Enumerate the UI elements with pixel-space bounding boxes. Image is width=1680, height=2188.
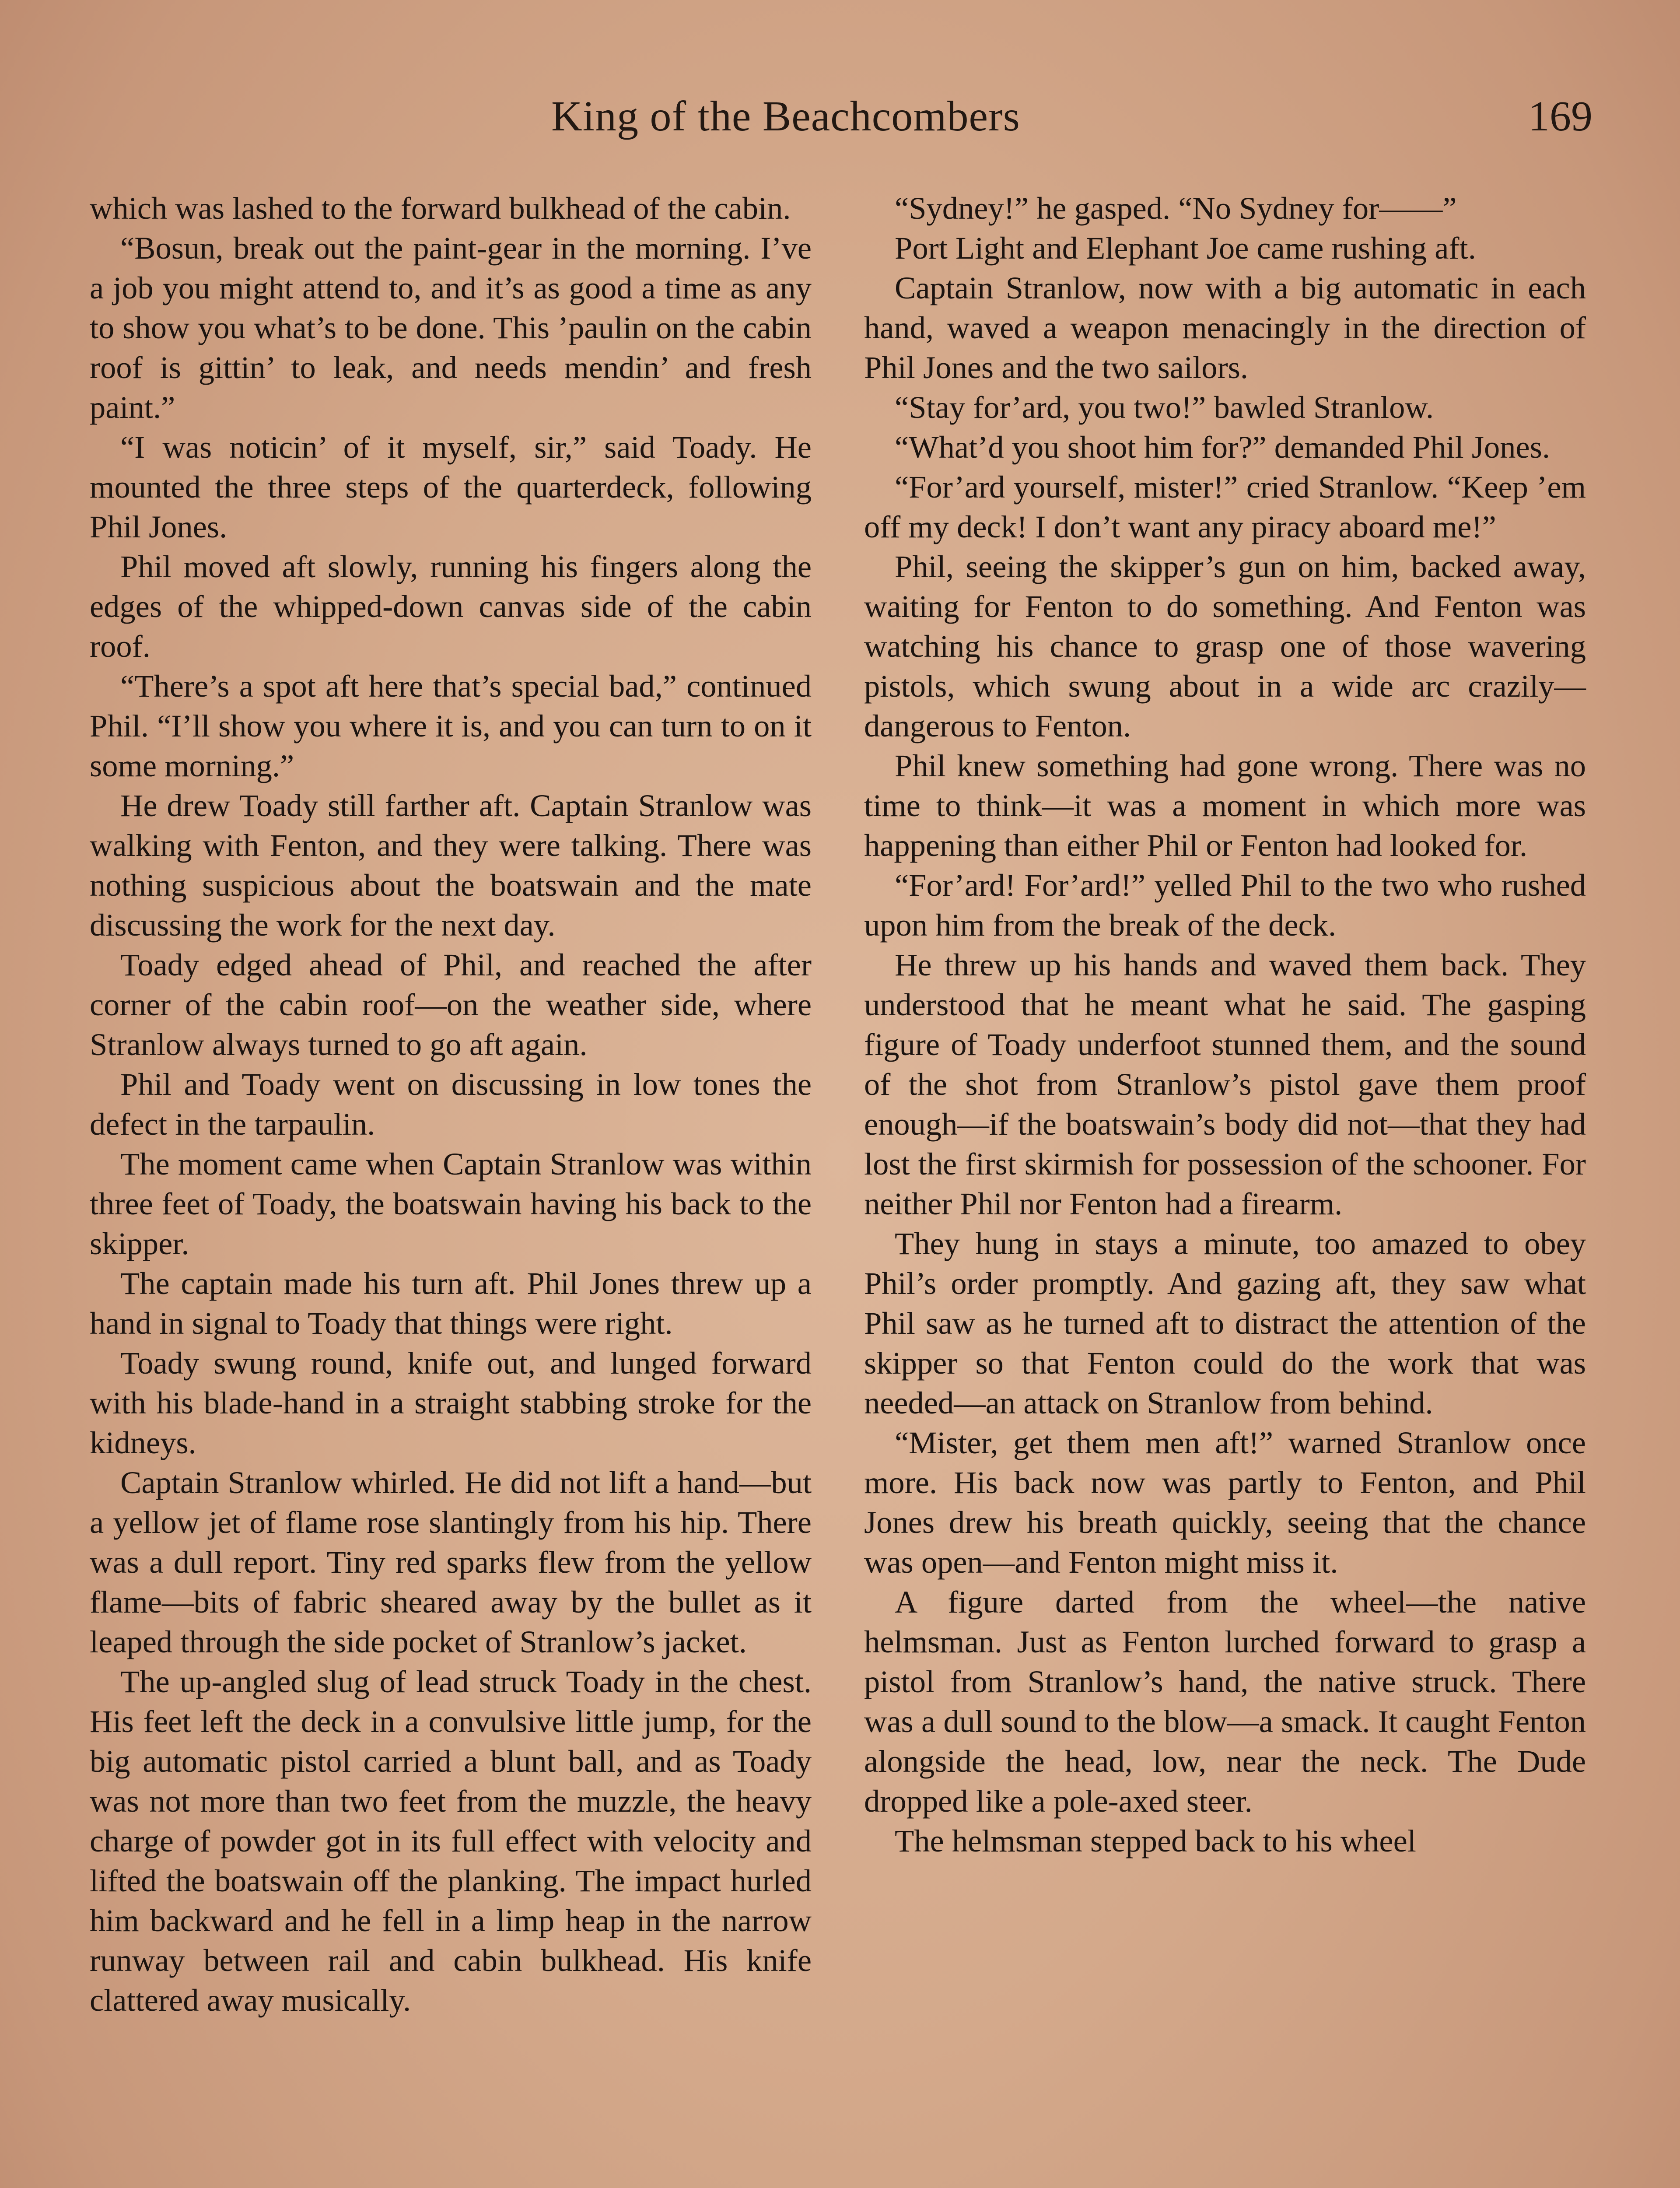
paragraph: Phil and Toady went on discussing in low tones the defect in the tarpaulin. bbox=[90, 1066, 812, 1142]
paragraph: Phil moved aft slowly, running his fingers along the edges of the whipped-down canvas side of the cabin roof. bbox=[90, 549, 812, 664]
paragraph: The up-angled slug of lead struck Toady in the chest. His feet left the deck in a convulsive little jump, for the big automatic pistol carried a blunt ball, and as Toady was not more than two feet from the muzzle, the heavy charge of powder got in its full effect with velocity and lifted the boatswain off the planking. The impact hurled him backward and he fell in a limp heap in the narrow runway between rail and cabin bulkhead. His knife clattered away musically. bbox=[90, 1664, 812, 2018]
paragraph: “Bosun, break out the paint-gear in the morning. I’ve a job you might attend to, and it’s as good a time as any to show you what’s to be done. This ’paulin on the cabin roof is gittin’ to leak, and needs mendin’ and fresh paint.” bbox=[90, 230, 812, 425]
page-number: 169 bbox=[1528, 93, 1592, 140]
right-column bbox=[864, 188, 1586, 1861]
paragraph: The captain made his turn aft. Phil Jones threw up a hand in signal to Toady that things were right. bbox=[90, 1266, 812, 1341]
paragraph: Toady edged ahead of Phil, and reached the after corner of the cabin roof—on the weather side, where Stranlow always turned to go aft again. bbox=[90, 947, 812, 1062]
paragraph: The moment came when Captain Stranlow was within three feet of Toady, the boatswain having his back to the skipper. bbox=[90, 1146, 812, 1261]
paragraph: They hung in stays a minute, too amazed to obey Phil’s order promptly. And gazing aft, they saw what Phil saw as he turned aft to distract the attention of the skipper so that Fenton could do the work that was needed—an attack on Stranlow from behind. bbox=[864, 1226, 1586, 1420]
paragraph: He threw up his hands and waved them back. They understood that he meant what he said. The gasping figure of Toady underfoot stunned them, and the sound of the shot from Stranlow’s pistol gave them proof enough—if the boatswain’s body did not—that they had lost the first skirmish for possession of the schooner. For neither Phil nor Fenton had a firearm. bbox=[864, 947, 1586, 1221]
paragraph: Phil knew something had gone wrong. There was no time to think—it was a moment in which more was happening than either Phil or Fenton had looked for. bbox=[864, 748, 1586, 863]
paragraph: Toady swung round, knife out, and lunged forward with his blade-hand in a straight stabbing stroke for the kidneys. bbox=[90, 1345, 812, 1460]
paragraph: He drew Toady still farther aft. Captain Stranlow was walking with Fenton, and they were talking. There was nothing suspicious about the boatswain and the mate discussing the work for the next day. bbox=[90, 788, 812, 943]
paragraph: “Stay for’ard, you two!” bawled Stranlow. bbox=[895, 389, 1434, 425]
left-column bbox=[90, 188, 812, 2020]
paragraph: The helmsman stepped back to his wheel bbox=[895, 1823, 1416, 1858]
paragraph: “Sydney!” he gasped. “No Sydney for——” bbox=[895, 190, 1457, 226]
paragraph: Port Light and Elephant Joe came rushing aft. bbox=[895, 230, 1476, 266]
paragraph: “For’ard yourself, mister!” cried Stranlow. “Keep ’em off my deck! I don’t want any piracy aboard me!” bbox=[864, 469, 1586, 544]
paragraph: “What’d you shoot him for?” demanded Phil Jones. bbox=[895, 429, 1550, 465]
running-title: King of the Beachcombers bbox=[551, 93, 1020, 140]
paragraph: “There’s a spot aft here that’s special bad,” continued Phil. “I’ll show you where it is, and you can turn to on it some morning.” bbox=[90, 668, 812, 783]
paragraph: “Mister, get them men aft!” warned Stranlow once more. His back now was partly to Fenton, and Phil Jones drew his breath quickly, seeing that the chance was open—and Fenton might miss it. bbox=[864, 1425, 1586, 1580]
paragraph: Captain Stranlow, now with a big automatic in each hand, waved a weapon menacingly in the direction of Phil Jones and the two sailors. bbox=[864, 270, 1586, 385]
paragraph: “I was noticin’ of it myself, sir,” said Toady. He mounted the three steps of the quarterdeck, following Phil Jones. bbox=[90, 429, 812, 544]
paragraph: “For’ard! For’ard!” yelled Phil to the two who rushed upon him from the break of the deck. bbox=[864, 867, 1586, 943]
paragraph: Phil, seeing the skipper’s gun on him, backed away, waiting for Fenton to do something. And Fenton was watching his chance to grasp one of those wavering pistols, which swung about in a wide arc crazily—dangerous to Fenton. bbox=[864, 549, 1586, 743]
paragraph: which was lashed to the forward bulkhead of the cabin. bbox=[90, 190, 791, 226]
paragraph: A figure darted from the wheel—the native helmsman. Just as Fenton lurched forward to grasp a pistol from Stranlow’s hand, the native struck. There was a dull sound to the blow—a smack. It caught Fenton alongside the head, low, near the neck. The Dude dropped like a pole-axed steer. bbox=[864, 1584, 1586, 1819]
paragraph: Captain Stranlow whirled. He did not lift a hand—but a yellow jet of flame rose slantingly from his hip. There was a dull report. Tiny red sparks flew from the yellow flame—bits of fabric sheared away by the bullet as it leaped through the side pocket of Stranlow’s jacket. bbox=[90, 1465, 812, 1659]
